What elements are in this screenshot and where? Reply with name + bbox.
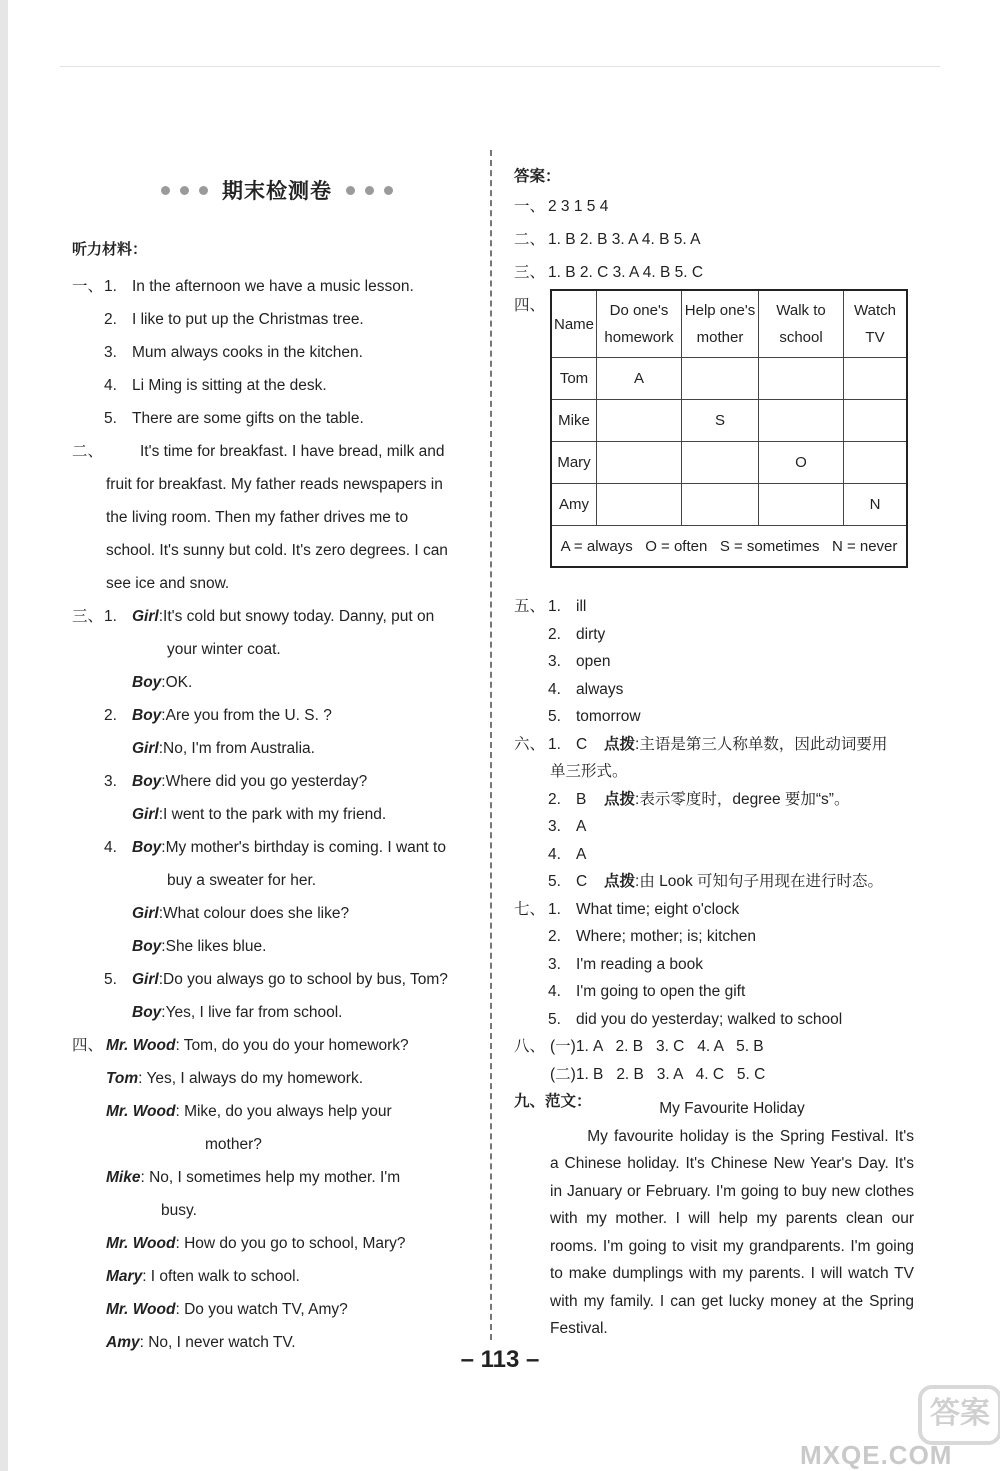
- dialogue-line: [72, 864, 482, 897]
- listening-column: [72, 170, 482, 1359]
- header-text: mother: [696, 329, 744, 346]
- paragraph-text: see ice and snow.: [106, 575, 230, 592]
- answer-text: Where; mother; is; kitchen: [576, 928, 757, 945]
- answer-text: What time; eight o'clock: [576, 900, 740, 918]
- list-item: [72, 270, 482, 303]
- dialogue-text: : How do you go to school, Mary?: [175, 1235, 406, 1252]
- table-cell: [759, 484, 844, 526]
- answer-row: [514, 951, 914, 979]
- essay-title: My Favourite Holiday: [659, 1100, 805, 1117]
- answer-text: 2 3 1 5 4: [548, 198, 609, 215]
- table-cell: [682, 484, 759, 526]
- answers-column: [514, 160, 914, 1337]
- item-number: 4.: [548, 983, 561, 1000]
- item-number: 4.: [104, 839, 117, 856]
- answer-row: [514, 731, 914, 759]
- answer-text: always: [576, 680, 624, 698]
- dialogue-line: [72, 1260, 482, 1293]
- column-divider: [490, 150, 492, 1340]
- item-number: 5.: [104, 410, 117, 427]
- speaker: Mr. Wood: [106, 1037, 176, 1054]
- dialogue-line: [72, 1062, 482, 1095]
- answer-row: [514, 868, 914, 896]
- answer-text: I'm going to open the gift: [576, 983, 746, 1000]
- table-row: [551, 400, 907, 442]
- item-number: 2.: [548, 790, 561, 808]
- speaker: Girl: [132, 971, 159, 988]
- dialogue-text: :What colour does she like?: [158, 905, 350, 922]
- dialogue-text: : I often walk to school.: [142, 1268, 300, 1285]
- dot-icon: [346, 186, 355, 195]
- answer-row: [514, 813, 914, 841]
- list-item: [72, 402, 482, 435]
- dialogue-line: [72, 1128, 482, 1161]
- watermark-text: MXQE.COM: [800, 1440, 953, 1470]
- answer-text: (二)1. B 2. B 3. A 4. C 5. C: [550, 1065, 766, 1083]
- answer-text: I'm reading a book: [576, 955, 704, 973]
- answer-row: [514, 190, 914, 223]
- header-text: TV: [865, 329, 885, 346]
- item-number: 3.: [548, 818, 561, 835]
- paragraph-text: school. It's sunny but cold. It's zero degrees. I can: [106, 542, 448, 559]
- answer-text: 1. B 2. B 3. A 4. B 5. A: [548, 231, 701, 248]
- dialogue-text: :I went to the park with my friend.: [158, 806, 387, 823]
- section-label: 三、: [514, 264, 546, 281]
- item-text: In the afternoon we have a music lesson.: [132, 278, 414, 295]
- title-bar: [72, 170, 482, 210]
- table-cell: [759, 358, 844, 400]
- table-cell: [682, 442, 759, 484]
- section-label: 四、: [72, 1037, 104, 1054]
- table-header-cell: [759, 290, 844, 358]
- answer-row: [514, 758, 914, 786]
- answer-text: C: [576, 735, 588, 753]
- dialogue-line: [72, 666, 482, 699]
- header-text: school: [779, 329, 823, 346]
- section-label: 五、: [514, 598, 546, 615]
- listening-heading: 听力材料：: [72, 241, 148, 258]
- answer-row: [514, 621, 914, 649]
- dialogue-line: [72, 996, 482, 1029]
- answer-text: dirty: [576, 625, 606, 643]
- answer-row: [514, 978, 914, 1006]
- header-text: Do one's: [609, 302, 669, 319]
- dialogue-line: [72, 1029, 482, 1062]
- table-header-row: [551, 290, 907, 358]
- section-label: 七、: [514, 900, 546, 918]
- list-item: [72, 369, 482, 402]
- page-title: 期末检测卷: [222, 180, 332, 203]
- dialogue-text: :OK.: [161, 674, 193, 691]
- section-label: 六、: [514, 735, 546, 753]
- dialogue-line: [72, 798, 482, 831]
- dialogue-line: [72, 1194, 482, 1227]
- speaker: Boy: [132, 839, 162, 856]
- item-number: 4.: [104, 377, 117, 394]
- paragraph-line: [72, 534, 482, 567]
- item-number: 2.: [548, 928, 561, 945]
- dialogue-text: :She likes blue.: [161, 938, 267, 955]
- table-cell: [597, 442, 682, 484]
- section-label: 八、: [514, 1038, 546, 1055]
- speaker: Mr. Wood: [106, 1103, 176, 1120]
- essay-body: My favourite holiday is the Spring Festival. It's a Chinese holiday. It's Chinese New Year's Day. It's in January or February. I'm going to buy new clothes with my mother. I will help my parents clean our rooms. I'm going to visit my grandparents. I'm going to make dumplings with my parents. I will watch TV with my family. I can get lucky money at the Spring Festival.: [550, 1127, 914, 1337]
- dialogue-line: [72, 1227, 482, 1260]
- table-cell: [759, 400, 844, 442]
- item-number: 3.: [104, 344, 117, 361]
- answer-text: C: [576, 873, 588, 890]
- speaker: Boy: [132, 674, 162, 691]
- speaker: Girl: [132, 740, 159, 757]
- item-number: 1.: [548, 598, 561, 615]
- dialogue-text: : Do you watch TV, Amy?: [175, 1301, 348, 1318]
- dialogue-text: :Are you from the U. S. ?: [161, 707, 332, 724]
- table-legend: A = always O = often S = sometimes N = never: [551, 526, 907, 568]
- item-text: Mum always cooks in the kitchen.: [132, 344, 363, 361]
- table-cell: A: [597, 358, 682, 400]
- item-number: 2.: [548, 625, 561, 643]
- answer-table: [550, 289, 908, 568]
- speaker: Boy: [132, 773, 162, 790]
- answer-text: (一)1. A 2. B 3. C 4. A 5. B: [550, 1038, 764, 1055]
- list-item: [72, 303, 482, 336]
- title-dots-right: [346, 186, 393, 195]
- tip-label: 点拨: [604, 873, 636, 890]
- table-cell: [597, 484, 682, 526]
- dialogue-line: [72, 600, 482, 633]
- table-header-cell: [597, 290, 682, 358]
- dialogue-text: :No, I'm from Australia.: [158, 740, 315, 757]
- table-header-cell: [844, 290, 908, 358]
- table-cell: [844, 442, 908, 484]
- speaker: Boy: [132, 938, 162, 955]
- item-number: 3.: [548, 653, 561, 670]
- dialogue-line: [72, 699, 482, 732]
- item-text: There are some gifts on the table.: [132, 410, 364, 427]
- dialogue-line: [72, 732, 482, 765]
- table-row: [551, 442, 907, 484]
- table-header-cell: Name: [551, 290, 597, 358]
- table-cell: [597, 400, 682, 442]
- table-cell: Mary: [551, 442, 597, 484]
- answer-row: [514, 648, 914, 676]
- page-number: – 113 –: [460, 1346, 540, 1373]
- dialogue-line: [72, 897, 482, 930]
- speaker: Boy: [132, 707, 162, 724]
- answer-text: A: [576, 845, 587, 863]
- answer-row: [514, 1006, 914, 1034]
- item-number: 3.: [548, 955, 561, 973]
- speaker: Tom: [106, 1070, 139, 1087]
- paragraph-text: It's time for breakfast. I have bread, milk and: [140, 443, 445, 460]
- paragraph-line: [72, 501, 482, 534]
- answer-row: [514, 1061, 914, 1089]
- tip-text: :表示零度时，degree 要加“s”。: [635, 790, 850, 808]
- answer-row: [514, 223, 914, 256]
- answer-text: B: [576, 790, 587, 808]
- answer-text: A: [576, 818, 587, 835]
- dialogue-text: : No, I never watch TV.: [139, 1334, 296, 1351]
- table-row: [551, 484, 907, 526]
- answer-text: ill: [576, 598, 587, 615]
- answer-text: did you do yesterday; walked to school: [576, 1010, 843, 1028]
- table-legend-row: [551, 526, 907, 568]
- table-cell: Amy: [551, 484, 597, 526]
- dialogue-line: [72, 930, 482, 963]
- model-essay: [550, 1095, 914, 1343]
- header-text: homework: [604, 329, 674, 346]
- item-number: 1.: [548, 900, 561, 918]
- answers-heading: 答案：: [514, 168, 561, 185]
- answer-text: tomorrow: [576, 708, 641, 725]
- tip-text: :主语是第三人称单数，因此动词要用: [635, 735, 888, 753]
- table-cell: [844, 400, 908, 442]
- dialogue-line: [72, 765, 482, 798]
- table-header-cell: [682, 290, 759, 358]
- speaker: Girl: [132, 608, 159, 625]
- tip-text: :由 Look 可知句子用现在进行时态。: [635, 873, 884, 890]
- dot-icon: [384, 186, 393, 195]
- dialogue-line: [72, 831, 482, 864]
- dot-icon: [365, 186, 374, 195]
- item-number: 2.: [104, 707, 117, 724]
- answer-row: [514, 841, 914, 869]
- answer-row: [514, 703, 914, 731]
- answer-text: open: [576, 653, 611, 670]
- answer-row: [514, 786, 914, 814]
- dialogue-text: : Yes, I always do my homework.: [138, 1070, 364, 1087]
- dialogue-line: [72, 1095, 482, 1128]
- paragraph-text: fruit for breakfast. My father reads newspapers in: [106, 476, 443, 493]
- table-cell: Tom: [551, 358, 597, 400]
- dot-icon: [199, 186, 208, 195]
- answer-text: 1. B 2. C 3. A 4. B 5. C: [548, 264, 704, 281]
- dialogue-text: busy.: [161, 1202, 197, 1219]
- answer-row: [514, 1033, 914, 1061]
- dialogue-text: :Where did you go yesterday?: [161, 773, 368, 790]
- item-number: 5.: [548, 708, 561, 725]
- tip-label: 点拨: [604, 735, 636, 753]
- section-label: 二、: [72, 443, 104, 460]
- dialogue-text: mother?: [205, 1136, 262, 1153]
- tip-label: 点拨: [604, 790, 636, 808]
- answer-row: [514, 896, 914, 924]
- speaker: Girl: [132, 806, 159, 823]
- item-number: 3.: [104, 773, 117, 790]
- answers-heading-row: [514, 160, 914, 190]
- paragraph-line: [72, 435, 482, 468]
- dialogue-text: :My mother's birthday is coming. I want to: [161, 839, 446, 856]
- speaker: Boy: [132, 1004, 162, 1021]
- dialogue-text: :Do you always go to school by bus, Tom?: [158, 971, 448, 988]
- dialogue-line: [72, 1161, 482, 1194]
- dialogue-line: [72, 1293, 482, 1326]
- tip-text: 单三形式。: [550, 763, 628, 780]
- dialogue-text: :It's cold but snowy today. Danny, put on: [158, 608, 435, 625]
- table-row: [551, 358, 907, 400]
- dot-icon: [180, 186, 189, 195]
- top-rule: [60, 66, 940, 67]
- answer-row: [514, 923, 914, 951]
- dialogue-text: : No, I sometimes help my mother. I'm: [140, 1169, 401, 1186]
- table-cell: [682, 358, 759, 400]
- item-text: Li Ming is sitting at the desk.: [132, 377, 327, 394]
- item-text: I like to put up the Christmas tree.: [132, 311, 364, 328]
- dialogue-text: your winter coat.: [167, 641, 281, 658]
- header-text: Help one's: [684, 302, 756, 319]
- paragraph-line: [72, 567, 482, 600]
- page-edge: [0, 0, 8, 1471]
- section-label: 九、范文：: [514, 1093, 592, 1110]
- table-cell: Mike: [551, 400, 597, 442]
- header-text: Watch: [854, 302, 896, 319]
- dialogue-text: buy a sweater for her.: [167, 872, 317, 889]
- item-number: 1.: [548, 735, 561, 753]
- paragraph-line: [72, 468, 482, 501]
- speaker: Mr. Wood: [106, 1301, 176, 1318]
- item-number: 4.: [548, 845, 561, 863]
- table-cell: [844, 358, 908, 400]
- answer-row: [514, 593, 914, 621]
- item-number: 1.: [104, 608, 117, 625]
- item-number: 5.: [548, 1010, 561, 1028]
- section-label: 二、: [514, 231, 546, 248]
- section-label: 一、: [514, 198, 546, 215]
- watermark-logo: 答案: [918, 1385, 1000, 1445]
- dialogue-text: :Yes, I live far from school.: [161, 1004, 343, 1021]
- table-cell: N: [844, 484, 908, 526]
- item-number: 2.: [104, 311, 117, 328]
- speaker: Mr. Wood: [106, 1235, 176, 1252]
- section-label: 一、: [72, 278, 104, 295]
- answer-row: [514, 676, 914, 704]
- section-label: 三、: [72, 608, 104, 625]
- speaker: Girl: [132, 905, 159, 922]
- table-cell: S: [682, 400, 759, 442]
- dot-icon: [161, 186, 170, 195]
- title-dots-left: [161, 186, 208, 195]
- item-number: 5.: [104, 971, 117, 988]
- item-number: 5.: [548, 873, 561, 890]
- dialogue-text: : Tom, do you do your homework?: [175, 1037, 409, 1054]
- table-cell: O: [759, 442, 844, 484]
- speaker: Mary: [106, 1268, 143, 1285]
- dialogue-line: [72, 963, 482, 996]
- header-text: Walk to: [776, 302, 826, 319]
- section-label: 四、: [514, 297, 546, 314]
- paragraph-text: the living room. Then my father drives me to: [106, 509, 409, 526]
- answer-row: [514, 256, 914, 289]
- item-number: 4.: [548, 680, 561, 698]
- item-number: 1.: [104, 278, 117, 295]
- dialogue-text: : Mike, do you always help your: [175, 1103, 392, 1120]
- list-item: [72, 336, 482, 369]
- dialogue-line: [72, 633, 482, 666]
- speaker: Mike: [106, 1169, 141, 1186]
- speaker: Amy: [106, 1334, 140, 1351]
